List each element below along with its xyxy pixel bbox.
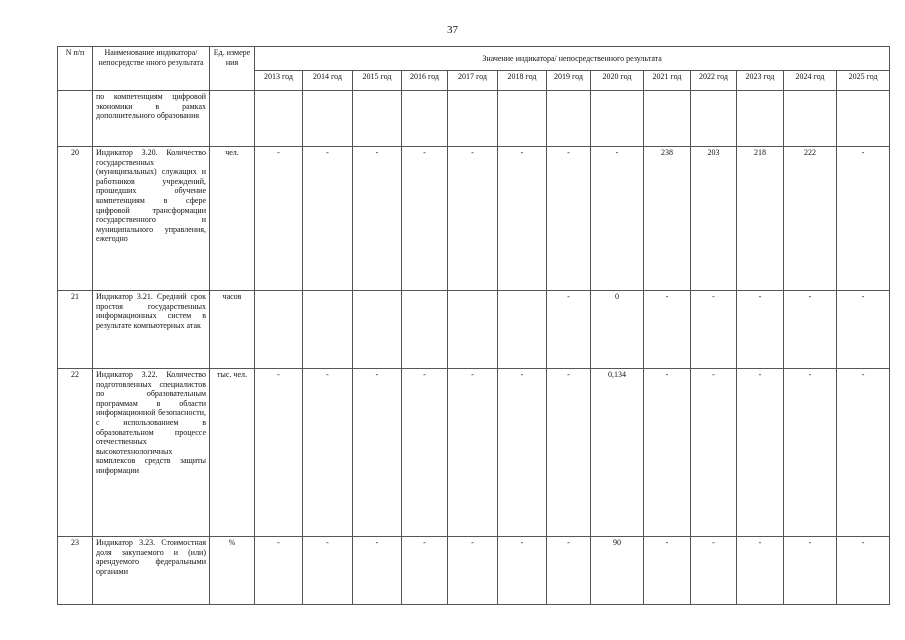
- header-year: 2021 год: [644, 71, 691, 91]
- row-value: -: [353, 147, 402, 291]
- row-value: -: [784, 369, 837, 537]
- row-value: -: [737, 291, 784, 369]
- row-name: Индикатор 3.20. Количество государственных (муниципальных) служащих и работников учреждений, прошедших обучение компетенциям в сфере цифровой трансформации государственного и муниципального управления, ежегодно: [93, 147, 210, 291]
- row-value: -: [448, 147, 498, 291]
- table-row: [58, 147, 890, 291]
- row-value: [353, 291, 402, 369]
- row-value: [255, 291, 303, 369]
- header-name: Наименование индикатора/непосредстве нного результата: [93, 47, 210, 91]
- row-value: -: [837, 147, 890, 291]
- row-value: -: [255, 369, 303, 537]
- row-value: -: [498, 369, 547, 537]
- row-value: -: [644, 537, 691, 605]
- row-value: -: [498, 537, 547, 605]
- row-value: -: [591, 147, 644, 291]
- table-row: [58, 369, 890, 537]
- row-value: [448, 91, 498, 147]
- row-value: [303, 291, 353, 369]
- header-year: 2025 год: [837, 71, 890, 91]
- row-value: [691, 91, 737, 147]
- row-value: -: [547, 369, 591, 537]
- row-value: -: [691, 291, 737, 369]
- row-value: [547, 91, 591, 147]
- row-value: -: [644, 291, 691, 369]
- header-year: 2022 год: [691, 71, 737, 91]
- header-year: 2016 год: [402, 71, 448, 91]
- row-value: -: [691, 369, 737, 537]
- row-value: [448, 291, 498, 369]
- header-year: 2017 год: [448, 71, 498, 91]
- row-unit: чел.: [210, 147, 255, 291]
- row-value: -: [303, 147, 353, 291]
- row-value: -: [547, 537, 591, 605]
- row-value: -: [448, 369, 498, 537]
- row-value: [737, 91, 784, 147]
- row-num: 22: [58, 369, 93, 537]
- row-value: -: [448, 537, 498, 605]
- row-value: [498, 291, 547, 369]
- row-value: [591, 91, 644, 147]
- header-year: 2019 год: [547, 71, 591, 91]
- row-value: -: [498, 147, 547, 291]
- row-value: -: [255, 147, 303, 291]
- header-year: 2023 год: [737, 71, 784, 91]
- row-value: -: [547, 291, 591, 369]
- row-value: -: [737, 369, 784, 537]
- header-year: 2013 год: [255, 71, 303, 91]
- row-value: [784, 91, 837, 147]
- row-unit: тыс. чел.: [210, 369, 255, 537]
- row-value: 203: [691, 147, 737, 291]
- row-value: -: [303, 537, 353, 605]
- header-unit: Ед. измере ния: [210, 47, 255, 91]
- row-value: 90: [591, 537, 644, 605]
- header-values: Значение индикатора/ непосредственного результата: [255, 47, 890, 71]
- row-value: 222: [784, 147, 837, 291]
- row-value: -: [402, 147, 448, 291]
- row-value: -: [402, 537, 448, 605]
- row-value: -: [644, 369, 691, 537]
- row-value: [644, 91, 691, 147]
- row-num: 23: [58, 537, 93, 605]
- row-value: -: [784, 291, 837, 369]
- row-value: -: [784, 537, 837, 605]
- row-name: Индикатор 3.22. Количество подготовленных специалистов по образовательным программам в области информационной безопасности, с использованием в образовательном процессе отечественных высокотехнологичных комплексов средств защиты информации: [93, 369, 210, 537]
- header-year: 2014 год: [303, 71, 353, 91]
- row-value: [402, 291, 448, 369]
- row-value: -: [353, 537, 402, 605]
- row-value: 238: [644, 147, 691, 291]
- row-value: -: [255, 537, 303, 605]
- row-value: -: [353, 369, 402, 537]
- row-value: 218: [737, 147, 784, 291]
- row-value: [303, 91, 353, 147]
- row-name: Индикатор 3.23. Стоимостная доля закупаемого и (или) арендуемого федеральными органами: [93, 537, 210, 605]
- row-value: -: [837, 369, 890, 537]
- row-value: 0: [591, 291, 644, 369]
- row-value: -: [837, 537, 890, 605]
- table-row: [58, 537, 890, 605]
- header-year: 2015 год: [353, 71, 402, 91]
- indicators-table: [57, 46, 890, 605]
- table-row: [58, 291, 890, 369]
- row-value: -: [303, 369, 353, 537]
- row-num: 20: [58, 147, 93, 291]
- row-value: 0,134: [591, 369, 644, 537]
- row-unit: часов: [210, 291, 255, 369]
- row-value: -: [691, 537, 737, 605]
- table-row: [58, 91, 890, 147]
- row-name: по компетенциям цифровой экономики в рамках дополнительного образования: [93, 91, 210, 147]
- row-value: -: [547, 147, 591, 291]
- page-number: 37: [447, 24, 458, 36]
- header-num: N п/п: [58, 47, 93, 91]
- table-body: [58, 91, 890, 605]
- header-year: 2020 год: [591, 71, 644, 91]
- row-num: 21: [58, 291, 93, 369]
- row-value: [353, 91, 402, 147]
- row-value: [837, 91, 890, 147]
- row-value: -: [837, 291, 890, 369]
- row-name: Индикатор 3.21. Средний срок простоя государственных информационных систем в результате компьютерных атак: [93, 291, 210, 369]
- header-year: 2024 год: [784, 71, 837, 91]
- row-value: [498, 91, 547, 147]
- row-value: [255, 91, 303, 147]
- row-unit: %: [210, 537, 255, 605]
- row-unit: [210, 91, 255, 147]
- row-value: -: [402, 369, 448, 537]
- header-year: 2018 год: [498, 71, 547, 91]
- row-num: [58, 91, 93, 147]
- row-value: -: [737, 537, 784, 605]
- row-value: [402, 91, 448, 147]
